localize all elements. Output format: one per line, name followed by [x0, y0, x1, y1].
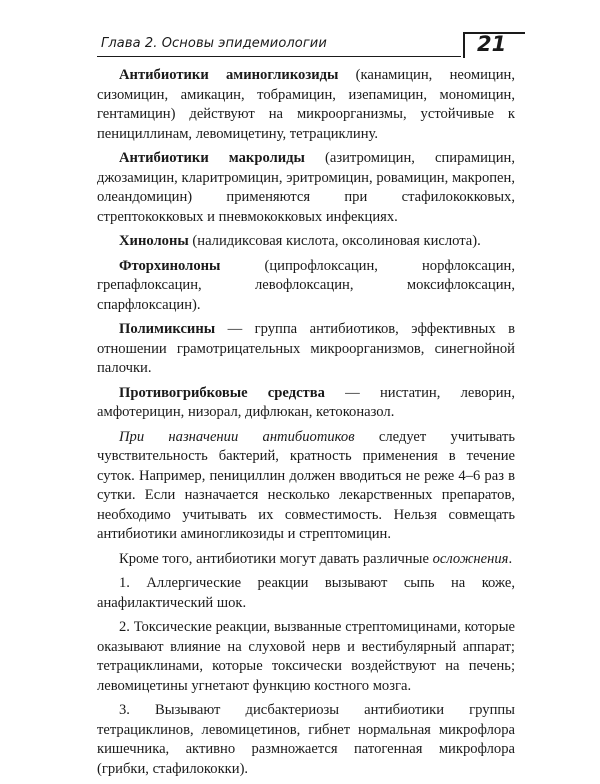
term: Противогрибковые средства [119, 384, 325, 401]
list-item-toxic [97, 618, 515, 696]
emphasis: осложнения [432, 550, 509, 567]
paragraph-text: (ципрофлоксацин, норфлоксацин, грепафлоксацин, левофлоксацин, моксифлоксацин, спарфлоксацин). [97, 257, 515, 313]
paragraph-text: (азитромицин, спирамицин, джозамицин, кларитромицин, эритромицин, ровамицин, макропен, олеандомицин) применяются при стафилококковых, стрептококковых и пневмококковых инфекциях. [97, 150, 515, 225]
paragraph-text: (налидиксовая кислота, оксолиновая кислота). [188, 233, 481, 249]
term: Антибиотики макролиды [119, 150, 305, 166]
term: Полимиксины [119, 321, 216, 337]
paragraph-macrolides [97, 149, 515, 227]
paragraph-text: 1. Аллергические реакции вызывают сыпь на коже, анафилактический шок. [97, 575, 515, 611]
paragraph-fluoroquinolones [97, 257, 515, 316]
paragraph-text: следует учитывать чувствительность бактерий, кратность применения в течение суток. Например, пенициллин должен вводиться не реже 4–6 раз в сутки. Если назначается несколько лекарственных препаратов, необходимо учитывать их совместимость. Нельзя совмещать антибиотики аминогликозиды и стрептомицин. [97, 428, 516, 542]
paragraph-text: (канамицин, неомицин, сизомицин, амикацин, тобрамицин, изепамицин, мономицин, гентамицин) действуют на микроорганизмы, устойчивые к пенициллинам, левомицетину, тетрациклину. [97, 67, 515, 142]
paragraph-text: . [508, 550, 513, 567]
paragraph-text: — группа антибиотиков, эффективных в отношении грамотрицательных микроорганизмов, синегнойной палочки. [97, 321, 515, 376]
paragraph-prescription [97, 428, 515, 545]
paragraph-aminoglycosides [97, 66, 515, 144]
term: Антибиотики аминогликозиды [119, 67, 339, 83]
term: Хинолоны [119, 233, 189, 249]
body-text [97, 66, 515, 784]
paragraph-quinolones [97, 232, 515, 252]
page-number: 21 [477, 32, 507, 56]
emphasis: При назначении антибиотиков [119, 428, 355, 445]
paragraph-polymyxins [97, 320, 515, 379]
list-item-dysbacteriosis [97, 701, 515, 779]
chapter-title: Глава 2. Основы эпидемиологии [101, 36, 327, 51]
list-item-allergic [97, 574, 515, 613]
term: Фторхинолоны [119, 257, 221, 274]
paragraph-text: Кроме того, антибиотики могут давать различные [119, 550, 433, 567]
paragraph-complications-intro [97, 550, 515, 570]
running-header [97, 30, 530, 60]
header-rule [97, 56, 461, 57]
paragraph-text: 2. Токсические реакции, вызванные стрептомицинами, которые оказывают влияние на слуховой нерв и вестибулярный аппарат; тетрациклинами, которые токсически воздействуют на печень; левомицетины угнетают функцию костного мозга. [97, 619, 515, 694]
paragraph-text: — нистатин, леворин, амфотерицин, низорал, дифлюкан, кетоконазол. [97, 384, 516, 420]
paragraph-text: 3. Вызывают дисбактериозы антибиотики группы тетрациклинов, левомицетинов, гибнет нормальная микрофлора кишечника, активно размножается патогенная микрофлора (грибки, стафилококки). [97, 702, 515, 777]
paragraph-antifungals [97, 384, 515, 423]
